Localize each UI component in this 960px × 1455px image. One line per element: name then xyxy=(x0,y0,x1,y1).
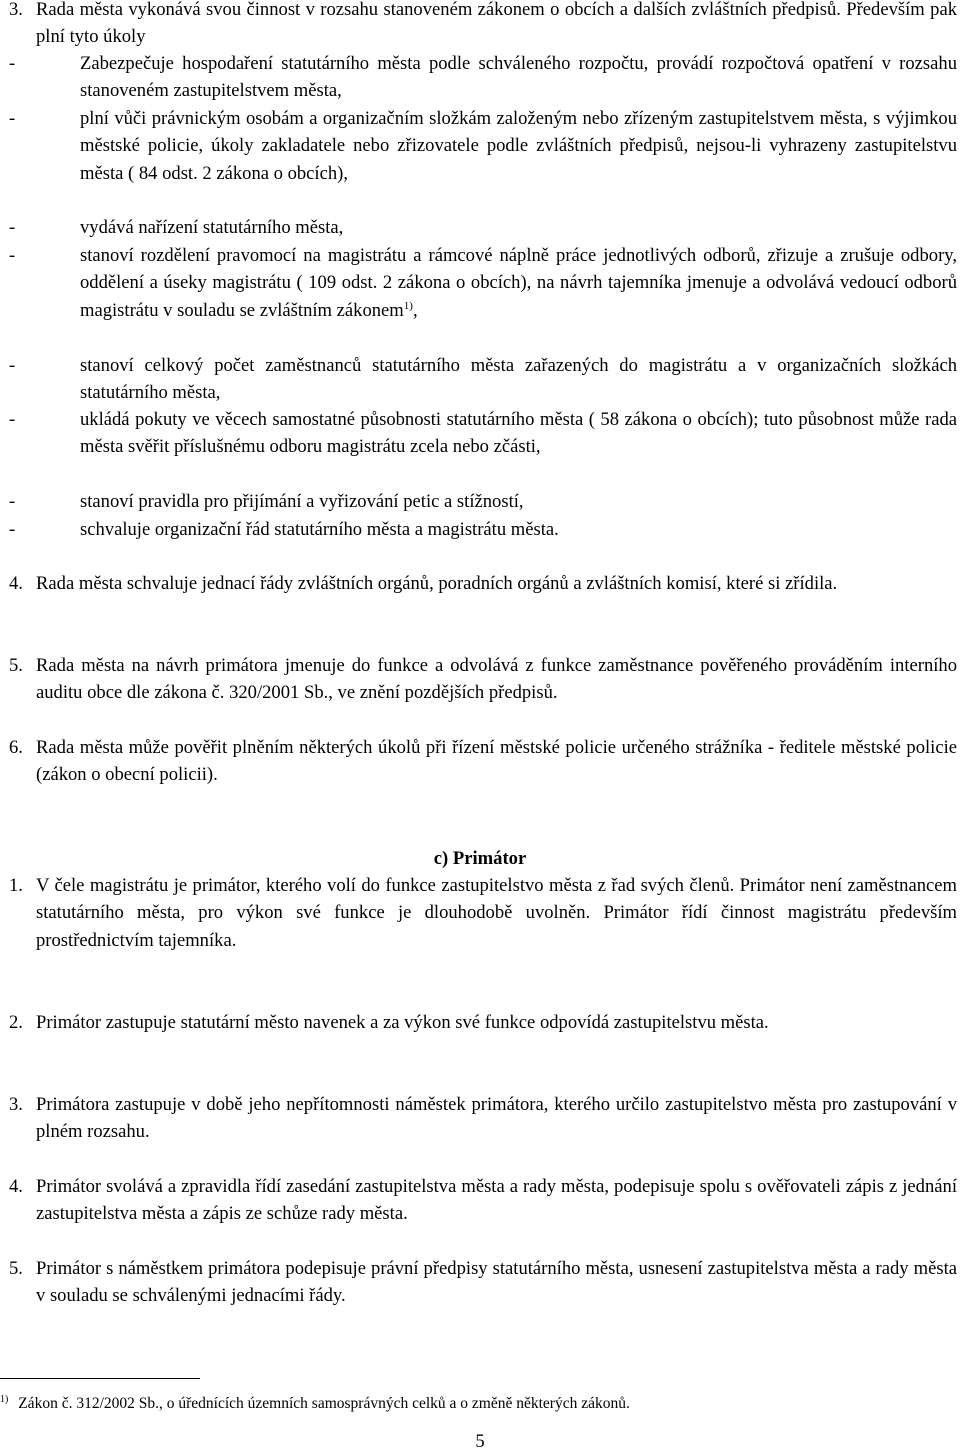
paragraph-number: 5. xyxy=(9,1258,23,1279)
paragraph-number: 6. xyxy=(9,737,23,758)
paragraph-number: 2. xyxy=(9,1012,23,1033)
dash-marker: - xyxy=(9,355,16,376)
paragraph-text: Rada města schvaluje jednací řády zvláštních orgánů, poradních orgánů a zvláštních komisí, které si zřídila. xyxy=(36,573,838,594)
paragraph-5 xyxy=(9,652,957,707)
paragraph-text: Primátor svolává a zpravidla řídí zasedání zastupitelstva města a rady města, podepisuje spolu s ověřovateli zápis z jednání zastupitelstva města a zápis ze schůze rady města. xyxy=(36,1176,957,1225)
dash-marker: - xyxy=(9,108,16,129)
paragraph-number: 1. xyxy=(9,875,23,896)
footnote-reference: 1) xyxy=(403,299,413,312)
footnote-text: Zákon č. 312/2002 Sb., o úřednících územních samosprávných celků a o změně některých zákonů. xyxy=(18,1395,630,1413)
primator-paragraph-1 xyxy=(9,872,957,954)
list-item-text: schvaluje organizační řád statutárního města a magistrátu města. xyxy=(80,519,559,540)
paragraph-text: Primátora zastupuje v době jeho nepřítomnosti náměstek primátora, kterého určilo zastupitelstvo města pro zastupování v plném rozsahu. xyxy=(36,1094,957,1143)
dash-marker: - xyxy=(9,217,16,238)
dash-marker: - xyxy=(9,53,16,74)
paragraph-number: 3. xyxy=(9,1094,23,1115)
list-item-text: ukládá pokuty ve věcech samostatné působnosti statutárního města ( 58 zákona o obcích); tuto působnost může rada města svěřit příslušnému odboru magistrátu zcela nebo zčásti, xyxy=(80,409,957,458)
primator-paragraph-3 xyxy=(9,1091,957,1146)
list-item xyxy=(9,50,957,105)
primator-paragraph-5 xyxy=(9,1255,957,1310)
paragraph-number: 5. xyxy=(9,655,23,676)
footnote-mark: 1) xyxy=(0,1394,9,1405)
list-item-text: stanoví pravidla pro přijímání a vyřizování petic a stížností, xyxy=(80,491,524,512)
dash-marker: - xyxy=(9,409,16,430)
paragraph-text: Rada města na návrh primátora jmenuje do funkce a odvolává z funkce zaměstnance pověřeného prováděním interního auditu obce dle zákona č. 320/2001 Sb., ve znění pozdějších předpisů. xyxy=(36,655,957,704)
paragraph-4 xyxy=(9,570,957,597)
dash-marker: - xyxy=(9,519,16,540)
list-item xyxy=(9,406,957,461)
paragraph-number: 3. xyxy=(9,0,23,20)
page-number: 5 xyxy=(475,1431,485,1452)
list-item-text: vydává nařízení statutárního města, xyxy=(80,217,344,238)
footnote xyxy=(0,1390,630,1414)
paragraph-number: 4. xyxy=(9,573,23,594)
primator-paragraph-4 xyxy=(9,1173,957,1228)
paragraph-text: V čele magistrátu je primátor, kterého volí do funkce zastupitelstvo města z řad svých členů. Primátor není zaměstnancem statutárního města, pro výkon své funkce je dlouhodobě uvolněn. Primátor řídí činnost magistrátu především prostřednictvím tajemníka. xyxy=(36,875,957,951)
paragraph-text: Primátor s náměstkem primátora podepisuje právní předpisy statutárního města, usnesení zastupitelstva města a rady města v souladu se schválenými jednacími řády. xyxy=(36,1258,957,1307)
footnote-divider xyxy=(0,1378,200,1379)
list-item-punct: , xyxy=(412,299,418,321)
list-item-text: Zabezpečuje hospodaření statutárního města podle schváleného rozpočtu, provádí rozpočtová opatření v rozsahu stanoveném zastupitelstvem města, xyxy=(80,53,957,102)
section-heading: c) Primátor xyxy=(433,848,527,869)
list-item xyxy=(9,105,957,187)
paragraph-text: Rada města vykonává svou činnost v rozsahu stanoveném zákonem o obcích a dalších zvláštních předpisů. Především pak plní tyto úkoly xyxy=(36,0,957,48)
paragraph-number: 4. xyxy=(9,1176,23,1197)
list-item xyxy=(9,352,957,407)
list-item-text: stanoví rozdělení pravomocí na magistrátu a rámcové náplně práce jednotlivých odborů, zřizuje a zrušuje odbory, oddělení a úseky magistrátu ( 109 odst. 2 zákona o obcích), na návrh tajemníka jmenuje a odvolává vedoucí odborů magistrátu v souladu se zvláštním zákonem xyxy=(80,245,957,321)
list-item xyxy=(9,242,957,324)
paragraph-6 xyxy=(9,734,957,789)
dash-marker: - xyxy=(9,245,16,266)
dash-marker: - xyxy=(9,491,16,512)
paragraph-text: Rada města může pověřit plněním některých úkolů při řízení městské policie určeného strážníka - ředitele městské policie (zákon o obecní policii). xyxy=(36,737,957,786)
primator-paragraph-2 xyxy=(9,1009,957,1036)
paragraph-3 xyxy=(9,0,957,51)
paragraph-text: Primátor zastupuje statutární město navenek a za výkon své funkce odpovídá zastupitelstvu města. xyxy=(36,1012,769,1033)
list-item-text: stanoví celkový počet zaměstnanců statutárního města zařazených do magistrátu a v organizačních složkách statutárního města, xyxy=(80,355,957,404)
list-item xyxy=(9,488,957,515)
list-item xyxy=(9,214,957,241)
list-item xyxy=(9,516,957,543)
list-item-text: plní vůči právnickým osobám a organizačním složkám založeným nebo zřízeným zastupitelstvem města, s výjimkou městské policie, úkoly zakladatele nebo zřizovatele podle zvláštních předpisů, nejsou-li vyhrazeny zastupitelstvu města ( 84 odst. 2 zákona o obcích), xyxy=(80,108,957,184)
